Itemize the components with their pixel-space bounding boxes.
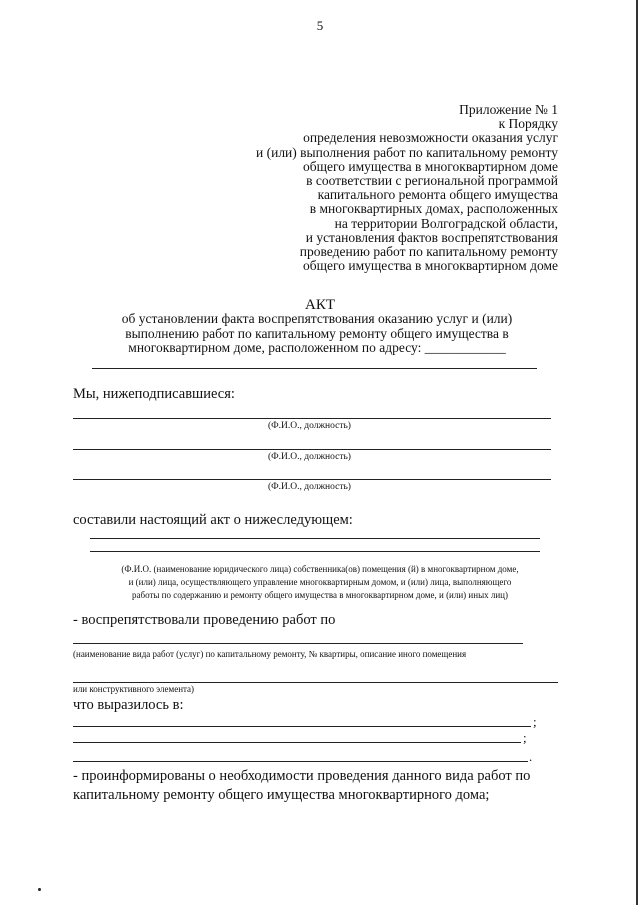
expressed-field[interactable]	[73, 742, 521, 743]
signer-caption: (Ф.И.О., должность)	[268, 452, 351, 462]
we-signed-label: Мы, нижеподписавшиеся:	[73, 386, 235, 402]
act-subtitle-line: многоквартирном доме, расположенном по адресу: ____________	[128, 340, 506, 355]
informed-line: капитальному ремонту общего имущества многоквартирного дома;	[73, 787, 490, 803]
semicolon: ;	[523, 730, 527, 745]
appendix-line: на территории Волгоградской области,	[334, 215, 558, 231]
obstructed-label: - воспрепятствовали проведению работ по	[73, 612, 336, 628]
act-title: АКТ	[305, 297, 335, 313]
appendix-line: проведению работ по капитальному ремонту	[299, 244, 558, 260]
expressed-field[interactable]	[73, 726, 531, 727]
page-number: 5	[316, 18, 324, 33]
signer-field[interactable]	[73, 418, 551, 419]
appendix-line: к Порядку	[498, 116, 558, 132]
appendix-line: общего имущества в многоквартирном доме	[303, 258, 558, 274]
appendix-line: в соответствии с региональной программой	[306, 173, 558, 189]
act-subtitle	[92, 312, 542, 356]
scan-speck	[38, 888, 41, 891]
appendix-line: капитального ремонта общего имущества	[317, 187, 558, 203]
address-line[interactable]	[92, 368, 537, 369]
appendix-line: в многоквартирных домах, расположенных	[309, 201, 558, 217]
expressed-in-label: что выразилось в:	[73, 697, 184, 713]
informed-line: - проинформированы о необходимости проведения данного вида работ по	[73, 768, 531, 784]
period: .	[529, 749, 533, 764]
composed-act-label: составили настоящий акт о нижеследующем:	[73, 512, 353, 528]
appendix-line: и (или) выполнения работ по капитальному ремонту	[256, 144, 558, 160]
semicolon: ;	[533, 714, 537, 729]
work-caption: или конструктивного элемента)	[73, 684, 195, 694]
owner-field[interactable]	[90, 551, 540, 552]
owner-caption	[70, 563, 570, 602]
owner-caption-line: работы по содержанию и ремонту общего имущества в многоквартирном доме, и (или) иных лиц)	[132, 590, 508, 600]
act-subtitle-line: об установлении факта воспрепятствования оказанию услуг и (или)	[121, 311, 513, 326]
appendix-line: и установления фактов воспрепятствования	[305, 229, 558, 245]
owner-caption-line: и (или) лица, осуществляющего управление многоквартирным домом, и (или) лица, выполняющего	[128, 577, 512, 587]
work-caption: (наименование вида работ (услуг) по капитальному ремонту, № квартиры, описание иного помещения	[73, 649, 467, 659]
owner-caption-line: (Ф.И.О. (наименование юридического лица) собственника(ов) помещения (й) в многоквартирном доме,	[121, 564, 519, 574]
appendix-header	[256, 103, 558, 273]
signer-field[interactable]	[73, 449, 551, 450]
work-field[interactable]	[73, 682, 558, 683]
signer-caption: (Ф.И.О., должность)	[268, 421, 351, 431]
signer-field[interactable]	[73, 479, 551, 480]
appendix-line: общего имущества в многоквартирном доме	[303, 158, 558, 174]
appendix-line: определения невозможности оказания услуг	[303, 130, 558, 146]
work-field[interactable]	[73, 643, 523, 644]
expressed-field[interactable]	[73, 761, 528, 762]
appendix-line: Приложение № 1	[459, 102, 558, 117]
signer-caption: (Ф.И.О., должность)	[268, 482, 351, 492]
owner-field[interactable]	[90, 538, 540, 539]
scan-edge	[636, 0, 638, 905]
act-subtitle-line: выполнению работ по капитальному ремонту общего имущества в	[125, 325, 509, 341]
